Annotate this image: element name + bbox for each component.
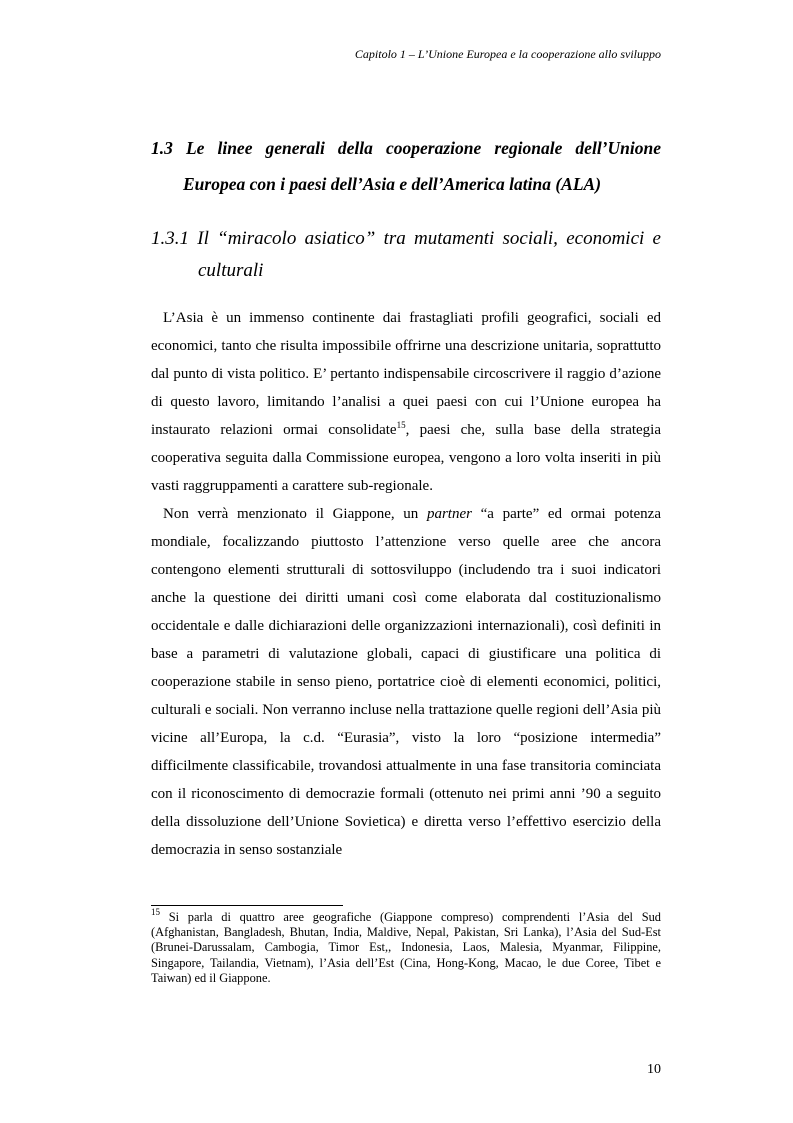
paragraph-1-text-b: , paesi che, sulla base della strategia cooperativa seguita dalla Commissione europea, vengono a loro volta inseriti in più vasti raggruppamenti a carattere sub-regionale. [151,422,662,494]
subsection-heading-line-2: culturali [198,260,264,281]
subsection-heading-line-1: 1.3.1 Il “miracolo asiatico” tra mutamenti sociali, economici e [151,228,661,249]
footnote [151,907,661,986]
body-text [151,304,661,864]
paragraph-1-text-a: L’Asia è un immenso continente dai frastagliati profili geografici, sociali ed economici, tanto che risulta impossibile offrirne una descrizione unitaria, soprattutto dal punto di vista politico. E’ pertanto indispensabile circoscrivere il raggio d’azione di questo lavoro, limitando l’analisi a quei paesi con cui l’Unione europea ha instaurato relazioni ormai consolidate [151,310,661,438]
subsection-heading [151,223,661,287]
footnote-number: 15 [151,907,160,917]
page-number: 10 [647,1062,661,1077]
section-heading-line-1: 1.3 Le linee generali della cooperazione regionale dell’Unione [151,138,661,158]
paragraph-2 [151,500,661,864]
section-heading [151,130,661,202]
running-header: Capitolo 1 – L’Unione Europea e la cooperazione allo sviluppo [354,47,661,61]
paragraph-1 [151,304,661,500]
footnote-separator [151,905,343,906]
footnote-text: Si parla di quattro aree geografiche (Giappone compreso) comprendenti l’Asia del Sud (Afghanistan, Bangladesh, Bhutan, India, Maldive, Nepal, Pakistan, Sri Lanka), l’Asia del Sud-Est (Brunei-Darussalam, Cambogia, Timor Est,, Indonesia, Laos, Malesia, Myanmar, Filippine, Singapore, Tailandia, Vietnam), l’Asia dell’Est (Cina, Hong-Kong, Macao, le due Coree, Tibet e Taiwan) ed il Giappone. [151,910,661,985]
footnote-reference[interactable]: 15 [396,420,406,430]
paragraph-2-text-b: “a parte” ed ormai potenza mondiale, focalizzando piuttosto l’attenzione verso quelle aree che ancora contengono elementi strutturali di sottosviluppo (includendo tra i suoi indicatori anche la questione dei diritti umani così come elaborata dal costituzionalismo occidentale e dalle dichiarazioni delle organizzazioni internazionali), così definiti in base a parametri di valutazione globali, capaci di giustificare una politica di cooperazione stabile in senso pieno, portatrice cioè di elementi economici, politici, culturali e sociali. Non verranno incluse nella trattazione quelle regioni dell’Asia più vicine all’Europa, la c.d. “Eurasia”, visto la loro “posizione intermedia” difficilmente classificabile, trovandosi attualmente in una fase transitoria cominciata con il riconoscimento di democrazie formali (ottenuto nei primi anni ’90 a seguito della dissoluzione dell’Unione Sovietica) e diretta verso l’effettivo esercizio della democrazia in senso sostanziale [151,506,661,858]
section-heading-line-2: Europea con i paesi dell’Asia e dell’America latina (ALA) [183,174,602,194]
paragraph-2-italic-term: partner [426,506,472,522]
paragraph-2-text-a: Non verrà menzionato il Giappone, un [163,506,427,522]
